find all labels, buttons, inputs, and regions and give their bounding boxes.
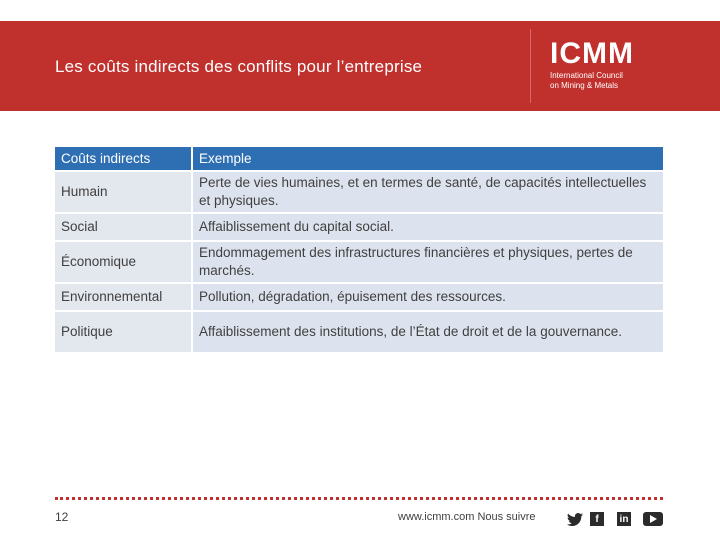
page-number: 12 <box>55 510 69 524</box>
footer-divider <box>55 497 663 500</box>
table-row <box>55 284 663 310</box>
logo-subtitle-1: International Council <box>550 71 623 80</box>
cell-example: Affaiblissement du capital social. <box>191 214 663 240</box>
cell-cost: Humain <box>55 172 191 212</box>
column-header-costs: Coûts indirects <box>55 147 191 170</box>
logo-subtitle-2: on Mining & Metals <box>550 81 619 90</box>
icmm-logo <box>550 39 634 91</box>
cell-cost: Social <box>55 214 191 240</box>
table-row <box>55 242 663 282</box>
table-row <box>55 214 663 240</box>
cell-cost: Économique <box>55 242 191 282</box>
logo-divider <box>530 29 531 103</box>
website-link[interactable]: www.icmm.com Nous suivre <box>398 511 536 523</box>
cell-example: Pollution, dégradation, épuisement des ressources. <box>191 284 663 310</box>
youtube-icon[interactable] <box>643 512 663 526</box>
logo-main-text: ICMM <box>550 37 634 70</box>
cell-example: Perte de vies humaines, et en termes de santé, de capacités intellectuelles et physiques. <box>191 172 663 212</box>
cell-example: Endommagement des infrastructures financières et physiques, pertes de marchés. <box>191 242 663 282</box>
table-row <box>55 172 663 212</box>
table-row <box>55 312 663 352</box>
cell-cost: Environnemental <box>55 284 191 310</box>
cell-cost: Politique <box>55 312 191 352</box>
table-header-row <box>55 147 663 170</box>
costs-table <box>55 145 663 354</box>
page-title: Les coûts indirects des conflits pour l’entreprise <box>55 57 423 76</box>
column-header-example: Exemple <box>191 147 663 170</box>
linkedin-icon[interactable]: in <box>617 512 631 526</box>
cell-example: Affaiblissement des institutions, de l’État de droit et de la gouvernance. <box>191 312 663 352</box>
twitter-icon[interactable] <box>566 512 584 526</box>
facebook-icon[interactable]: f <box>590 512 604 526</box>
header-banner <box>0 21 720 111</box>
